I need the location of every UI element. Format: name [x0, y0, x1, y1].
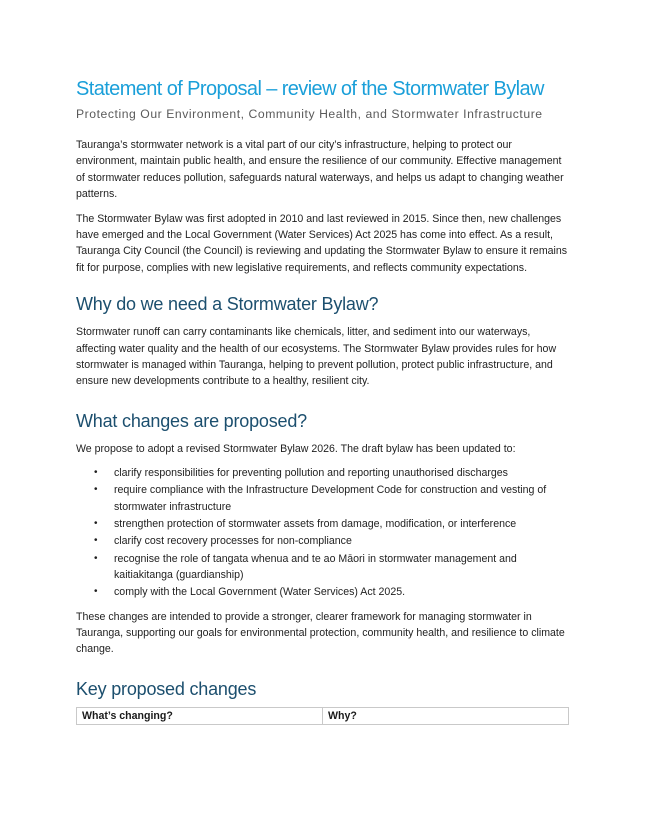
key-changes-table: [76, 707, 569, 725]
list-item: [76, 584, 569, 600]
bullet-icon: •: [94, 518, 98, 530]
table-header-row: [77, 707, 569, 724]
list-item: [76, 482, 569, 515]
bullet-icon: •: [94, 586, 98, 598]
bullet-icon: •: [94, 484, 98, 496]
list-item: [76, 533, 569, 549]
changes-closing-paragraph: These changes are intended to provide a stronger, clearer framework for managing stormwater in Tauranga, supporting our goals for environmental protection, community health, and resilience to climate change.: [76, 610, 565, 656]
column-header-why: Why?: [323, 707, 569, 724]
bullet-icon: •: [94, 467, 98, 479]
column-header-whats-changing: What’s changing?: [77, 707, 323, 724]
list-item: [76, 551, 569, 584]
why-heading: Why do we need a Stormwater Bylaw?: [76, 294, 379, 315]
list-item: [76, 516, 569, 532]
list-item-text: clarify cost recovery processes for non-compliance: [114, 535, 352, 548]
changes-heading: What changes are proposed?: [76, 410, 307, 431]
list-item-text: recognise the role of tangata whenua and te ao Māori in stormwater management and kaitiakitanga (guardianship): [114, 552, 517, 581]
list-item-text: strengthen protection of stormwater assets from damage, modification, or interference: [114, 518, 517, 531]
page-title: Statement of Proposal – review of the Stormwater Bylaw: [76, 78, 544, 100]
proposed-changes-list: [76, 465, 569, 600]
key-changes-heading: Key proposed changes: [76, 678, 257, 699]
intro-paragraph-2: The Stormwater Bylaw was first adopted in 2010 and last reviewed in 2015. Since then, new challenges have emerged and the Local Government (Water Services) Act 2025 has come into effect. As a result, Tauranga City Council (the Council) is reviewing and updating the Stormwater Bylaw to ensure it remains fit for purpose, complies with new legislative requirements, and reflects community expectations.: [76, 212, 568, 274]
bullet-icon: •: [94, 552, 98, 564]
list-item: [76, 465, 569, 481]
list-item-text: require compliance with the Infrastructure Development Code for construction and vesting of stormwater infrastructure: [114, 484, 547, 513]
page-subtitle: Protecting Our Environment, Community Health, and Stormwater Infrastructure: [76, 107, 543, 121]
list-item-text: comply with the Local Government (Water Services) Act 2025.: [114, 586, 406, 599]
intro-paragraph-1: Tauranga’s stormwater network is a vital part of our city’s infrastructure, helping to protect our environment, maintain public health, and ensure the resilience of our community. Effective management of stormwater reduces pollution, safeguards natural waterways, and helps us adapt to changing weather patterns.: [76, 139, 564, 201]
why-paragraph: Stormwater runoff can carry contaminants like chemicals, litter, and sediment into our waterways, affecting water quality and the health of our ecosystems. The Stormwater Bylaw provides rules for how stormwater is managed within Tauranga, helping to prevent pollution, protect public infrastructure, and ensure new developments contribute to a healthy, resilient city.: [76, 326, 557, 388]
list-item-text: clarify responsibilities for preventing pollution and reporting unauthorised discharges: [114, 467, 508, 480]
bullet-icon: •: [94, 535, 98, 547]
changes-intro-paragraph: We propose to adopt a revised Stormwater Bylaw 2026. The draft bylaw has been updated to:: [76, 442, 516, 455]
